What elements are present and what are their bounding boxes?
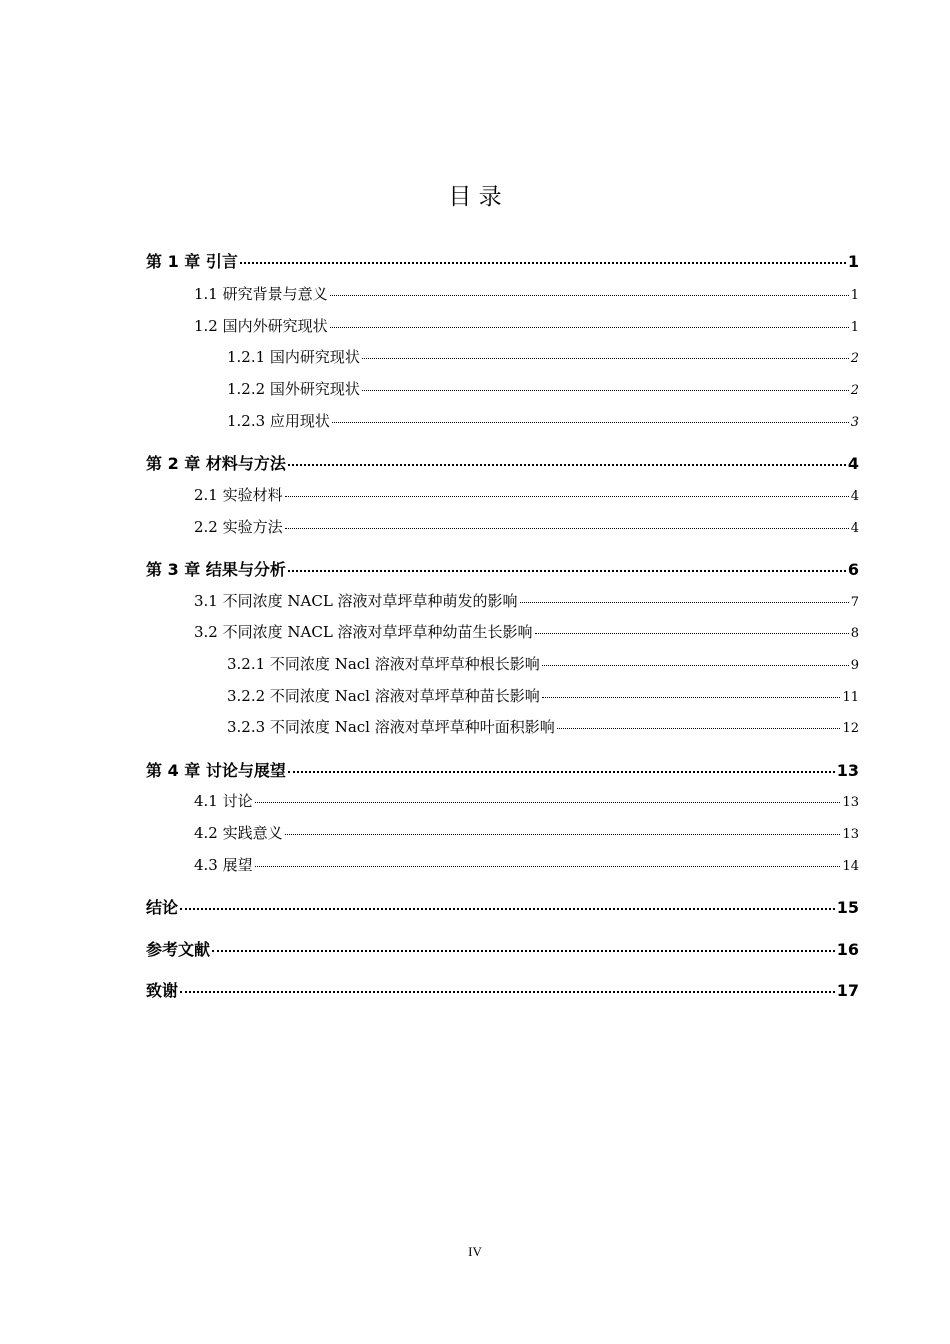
toc-entry-label: 第 4 章 讨论与展望: [146, 761, 286, 780]
toc-entry-label: 2.2 实验方法: [194, 518, 283, 536]
dot-leader: [330, 295, 849, 296]
toc-entry-label: 致谢: [146, 981, 179, 1000]
toc-entry-2-2[interactable]: [194, 516, 859, 537]
dot-leader: [362, 390, 849, 391]
toc-entry-1-2[interactable]: [194, 315, 859, 336]
toc-entry-label: 3.2 不同浓度 NACL 溶液对草坪草种幼苗生长影响: [194, 623, 533, 641]
toc-entry-label: 参考文献: [146, 940, 211, 959]
dot-leader: [288, 570, 846, 572]
toc-entry-page: 13: [842, 795, 859, 810]
toc-entry-chapter-4[interactable]: [146, 758, 859, 781]
toc-entry-page: 13: [842, 827, 859, 842]
toc-entry-4-1[interactable]: [194, 790, 859, 811]
toc-entry-page: 4: [850, 521, 859, 536]
toc-entry-4-2[interactable]: [194, 822, 859, 843]
dot-leader: [542, 665, 849, 666]
dot-leader: [330, 327, 849, 328]
toc-entry-page: 1: [847, 252, 859, 271]
toc-entry-page: 2: [850, 383, 859, 398]
toc-entry-page: 1: [850, 320, 859, 335]
toc-entry-page: 12: [842, 721, 859, 736]
toc-entry-label: 3.1 不同浓度 NACL 溶液对草坪草种萌发的影响: [194, 592, 518, 610]
dot-leader: [285, 496, 849, 497]
toc-entry-page: 16: [836, 940, 859, 959]
toc-entry-page: 13: [836, 761, 859, 780]
toc-entry-label: 1.2.3 应用现状: [227, 412, 330, 430]
dot-leader: [535, 633, 849, 634]
toc-entry-3-2-3[interactable]: [227, 716, 859, 737]
toc-entry-1-2-1[interactable]: [227, 346, 859, 367]
toc-entry-page: 11: [842, 690, 859, 705]
dot-leader: [255, 802, 841, 803]
toc-entry-chapter-2[interactable]: [146, 451, 859, 474]
toc-entry-label: 1.1 研究背景与意义: [194, 285, 328, 303]
dot-leader: [542, 697, 841, 698]
toc-entry-page: 4: [847, 454, 859, 473]
dot-leader: [288, 771, 835, 773]
toc-entry-label: 3.2.3 不同浓度 Nacl 溶液对草坪草种叶面积影响: [227, 718, 555, 736]
dot-leader: [520, 602, 849, 603]
toc-entry-page: 2: [850, 351, 859, 366]
toc-entry-1-2-3[interactable]: [227, 410, 859, 431]
toc-entry-page: 3: [850, 415, 859, 430]
toc-entry-3-2[interactable]: [194, 621, 859, 642]
toc-entry-acknowledgements[interactable]: [146, 978, 859, 1001]
toc-entry-2-1[interactable]: [194, 484, 859, 505]
toc-entry-label: 第 2 章 材料与方法: [146, 454, 286, 473]
toc-entry-1-2-2[interactable]: [227, 378, 859, 399]
toc-entry-label: 第 1 章 引言: [146, 252, 238, 271]
toc-entry-3-1[interactable]: [194, 590, 859, 611]
dot-leader: [240, 262, 846, 264]
dot-leader: [212, 950, 835, 952]
dot-leader: [255, 866, 841, 867]
dot-leader: [557, 728, 841, 729]
toc-entry-page: 4: [850, 489, 859, 504]
toc-entry-page: 15: [836, 898, 859, 917]
dot-leader: [285, 528, 849, 529]
dot-leader: [180, 991, 835, 993]
toc-entry-label: 1.2 国内外研究现状: [194, 317, 328, 335]
dot-leader: [180, 908, 835, 910]
toc-entry-3-2-1[interactable]: [227, 653, 859, 674]
toc-entry-page: 14: [842, 859, 859, 874]
dot-leader: [332, 422, 849, 423]
toc-entry-label: 3.2.2 不同浓度 Nacl 溶液对草坪草种苗长影响: [227, 687, 540, 705]
toc-entry-label: 4.1 讨论: [194, 792, 253, 810]
toc-entry-3-2-2[interactable]: [227, 685, 859, 706]
toc-entry-label: 结论: [146, 898, 179, 917]
dot-leader: [362, 358, 849, 359]
toc-entry-label: 4.3 展望: [194, 856, 253, 874]
toc-entry-references[interactable]: [146, 937, 859, 960]
toc-entry-page: 8: [850, 626, 859, 641]
toc-entry-label: 3.2.1 不同浓度 Nacl 溶液对草坪草种根长影响: [227, 655, 540, 673]
toc-entry-label: 1.2.2 国外研究现状: [227, 380, 360, 398]
toc-entry-label: 1.2.1 国内研究现状: [227, 348, 360, 366]
toc-entry-4-3[interactable]: [194, 854, 859, 875]
toc-entry-conclusion[interactable]: [146, 895, 859, 918]
toc-entry-label: 2.1 实验材料: [194, 486, 283, 504]
page-title: 目 录: [448, 184, 502, 210]
toc-entry-page: 7: [850, 595, 859, 610]
toc-entry-1-1[interactable]: [194, 283, 859, 304]
footer-page-number: IV: [468, 1244, 482, 1259]
toc-entry-chapter-1[interactable]: [146, 249, 859, 272]
toc-entry-page: 6: [847, 560, 859, 579]
toc-entry-label: 4.2 实践意义: [194, 824, 283, 842]
dot-leader: [288, 464, 846, 466]
toc-entry-chapter-3[interactable]: [146, 557, 859, 580]
dot-leader: [285, 834, 841, 835]
toc-entry-label: 第 3 章 结果与分析: [146, 560, 286, 579]
toc-entry-page: 1: [850, 288, 859, 303]
toc-entry-page: 9: [850, 658, 859, 673]
toc-entry-page: 17: [836, 981, 859, 1000]
